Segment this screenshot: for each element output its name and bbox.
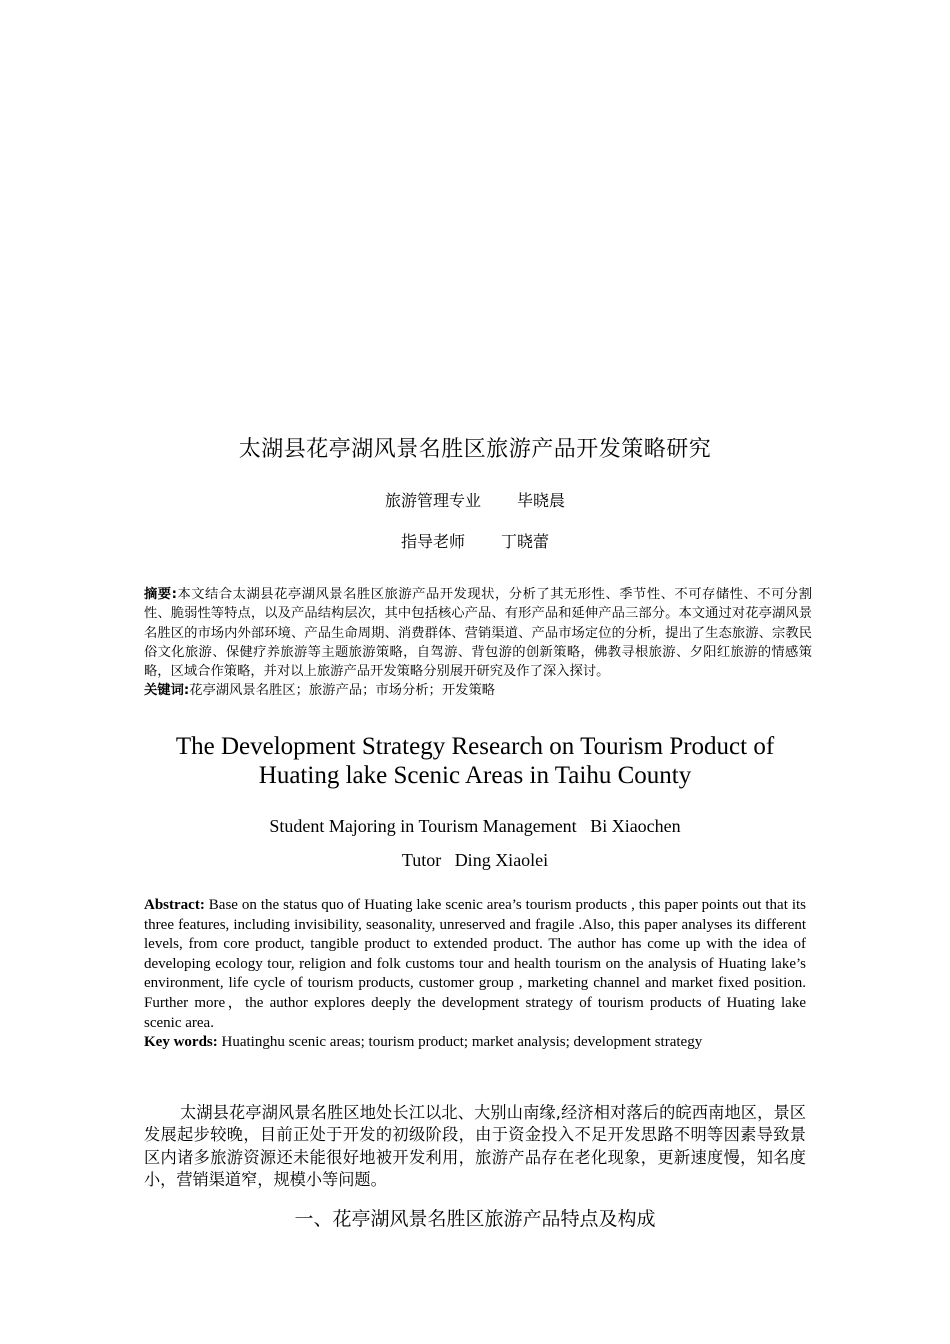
chinese-keywords <box>144 681 812 700</box>
chinese-abstract-paragraph <box>144 585 812 681</box>
english-abstract-text: Base on the status quo of Huating lake scenic area’s tourism products , this paper points out that its three features, including invisibility, seasonality, unreserved and fragile .Also, this paper analyses its different levels, from core product, tangible product to extended product. The author has come up with the idea of developing ecology tour, religion and folk customs tour and health tourism on the analysis of Huating lake’s environment, life cycle of tourism products, customer group , marketing channel and market fixed position. Further more，the author explores deeply the development strategy of tourism products of Huating lake scenic area. <box>144 897 806 1031</box>
chinese-title: 太湖县花亭湖风景名胜区旅游产品开发策略研究 <box>238 437 712 462</box>
english-abstract-paragraph <box>144 896 806 1033</box>
english-keywords-label: Key words: <box>144 1034 218 1051</box>
chinese-keywords-text: 花亭湖风景名胜区；旅游产品；市场分析；开发策略 <box>189 683 496 699</box>
english-tutor-name: Ding Xiaolei <box>454 850 549 870</box>
chinese-abstract-label: 摘要: <box>144 587 177 602</box>
chinese-tutor-line <box>0 529 950 552</box>
english-author-line <box>0 816 950 837</box>
english-tutor-label: Tutor <box>401 850 442 870</box>
chinese-student-name: 毕晓晨 <box>517 491 566 510</box>
chinese-abstract-text: 本文结合太湖县花亭湖风景名胜区旅游产品开发现状，分析了其无形性、季节性、不可存储性、不可分割性、脆弱性等特点，以及产品结构层次，其中包括核心产品、有形产品和延伸产品三部分。本文通过对花亭湖风景名胜区的市场内外部环境、产品生命周期、消费群体、营销渠道、产品市场定位的分析，提出了生态旅游、宗教民俗文化旅游、保健疗养旅游等主题旅游策略，自驾游、背包游的创新策略，佛教寻根旅游、夕阳红旅游的情感策略，区域合作策略，并对以上旅游产品开发策略分别展开研究及作了深入探讨。 <box>144 587 812 680</box>
english-major: Student Majoring in Tourism Management <box>269 816 577 836</box>
chinese-major: 旅游管理专业 <box>384 491 481 510</box>
english-tutor-line <box>0 850 950 871</box>
english-title: The Development Strategy Research on Tourism Product of Huating lake Scenic Areas in Taihu County <box>175 733 775 789</box>
english-abstract-label: Abstract: <box>144 897 205 913</box>
english-keywords-text: Huatinghu scenic areas; tourism product; market analysis; development strategy <box>221 1034 703 1051</box>
english-abstract <box>144 896 806 1053</box>
section-heading: 一、花亭湖风景名胜区旅游产品特点及构成 <box>294 1208 656 1230</box>
chinese-tutor-name: 丁晓蕾 <box>501 532 550 551</box>
body-paragraph: 太湖县花亭湖风景名胜区地处长江以北、大别山南缘,经济相对落后的皖西南地区，景区发展起步较晚，目前正处于开发的初级阶段，由于资金投入不足开发思路不明等因素导致景区内诸多旅游资源还未能很好地被开发利用，旅游产品存在老化现象，更新速度慢，知名度小，营销渠道窄，规模小等问题。 <box>144 1103 806 1189</box>
chinese-tutor-label: 指导老师 <box>400 532 465 551</box>
chinese-keywords-label: 关键词: <box>144 683 190 699</box>
english-student-name: Bi Xiaochen <box>590 816 681 836</box>
chinese-abstract <box>144 585 812 701</box>
chinese-author-line <box>0 488 950 511</box>
english-keywords <box>144 1033 806 1053</box>
